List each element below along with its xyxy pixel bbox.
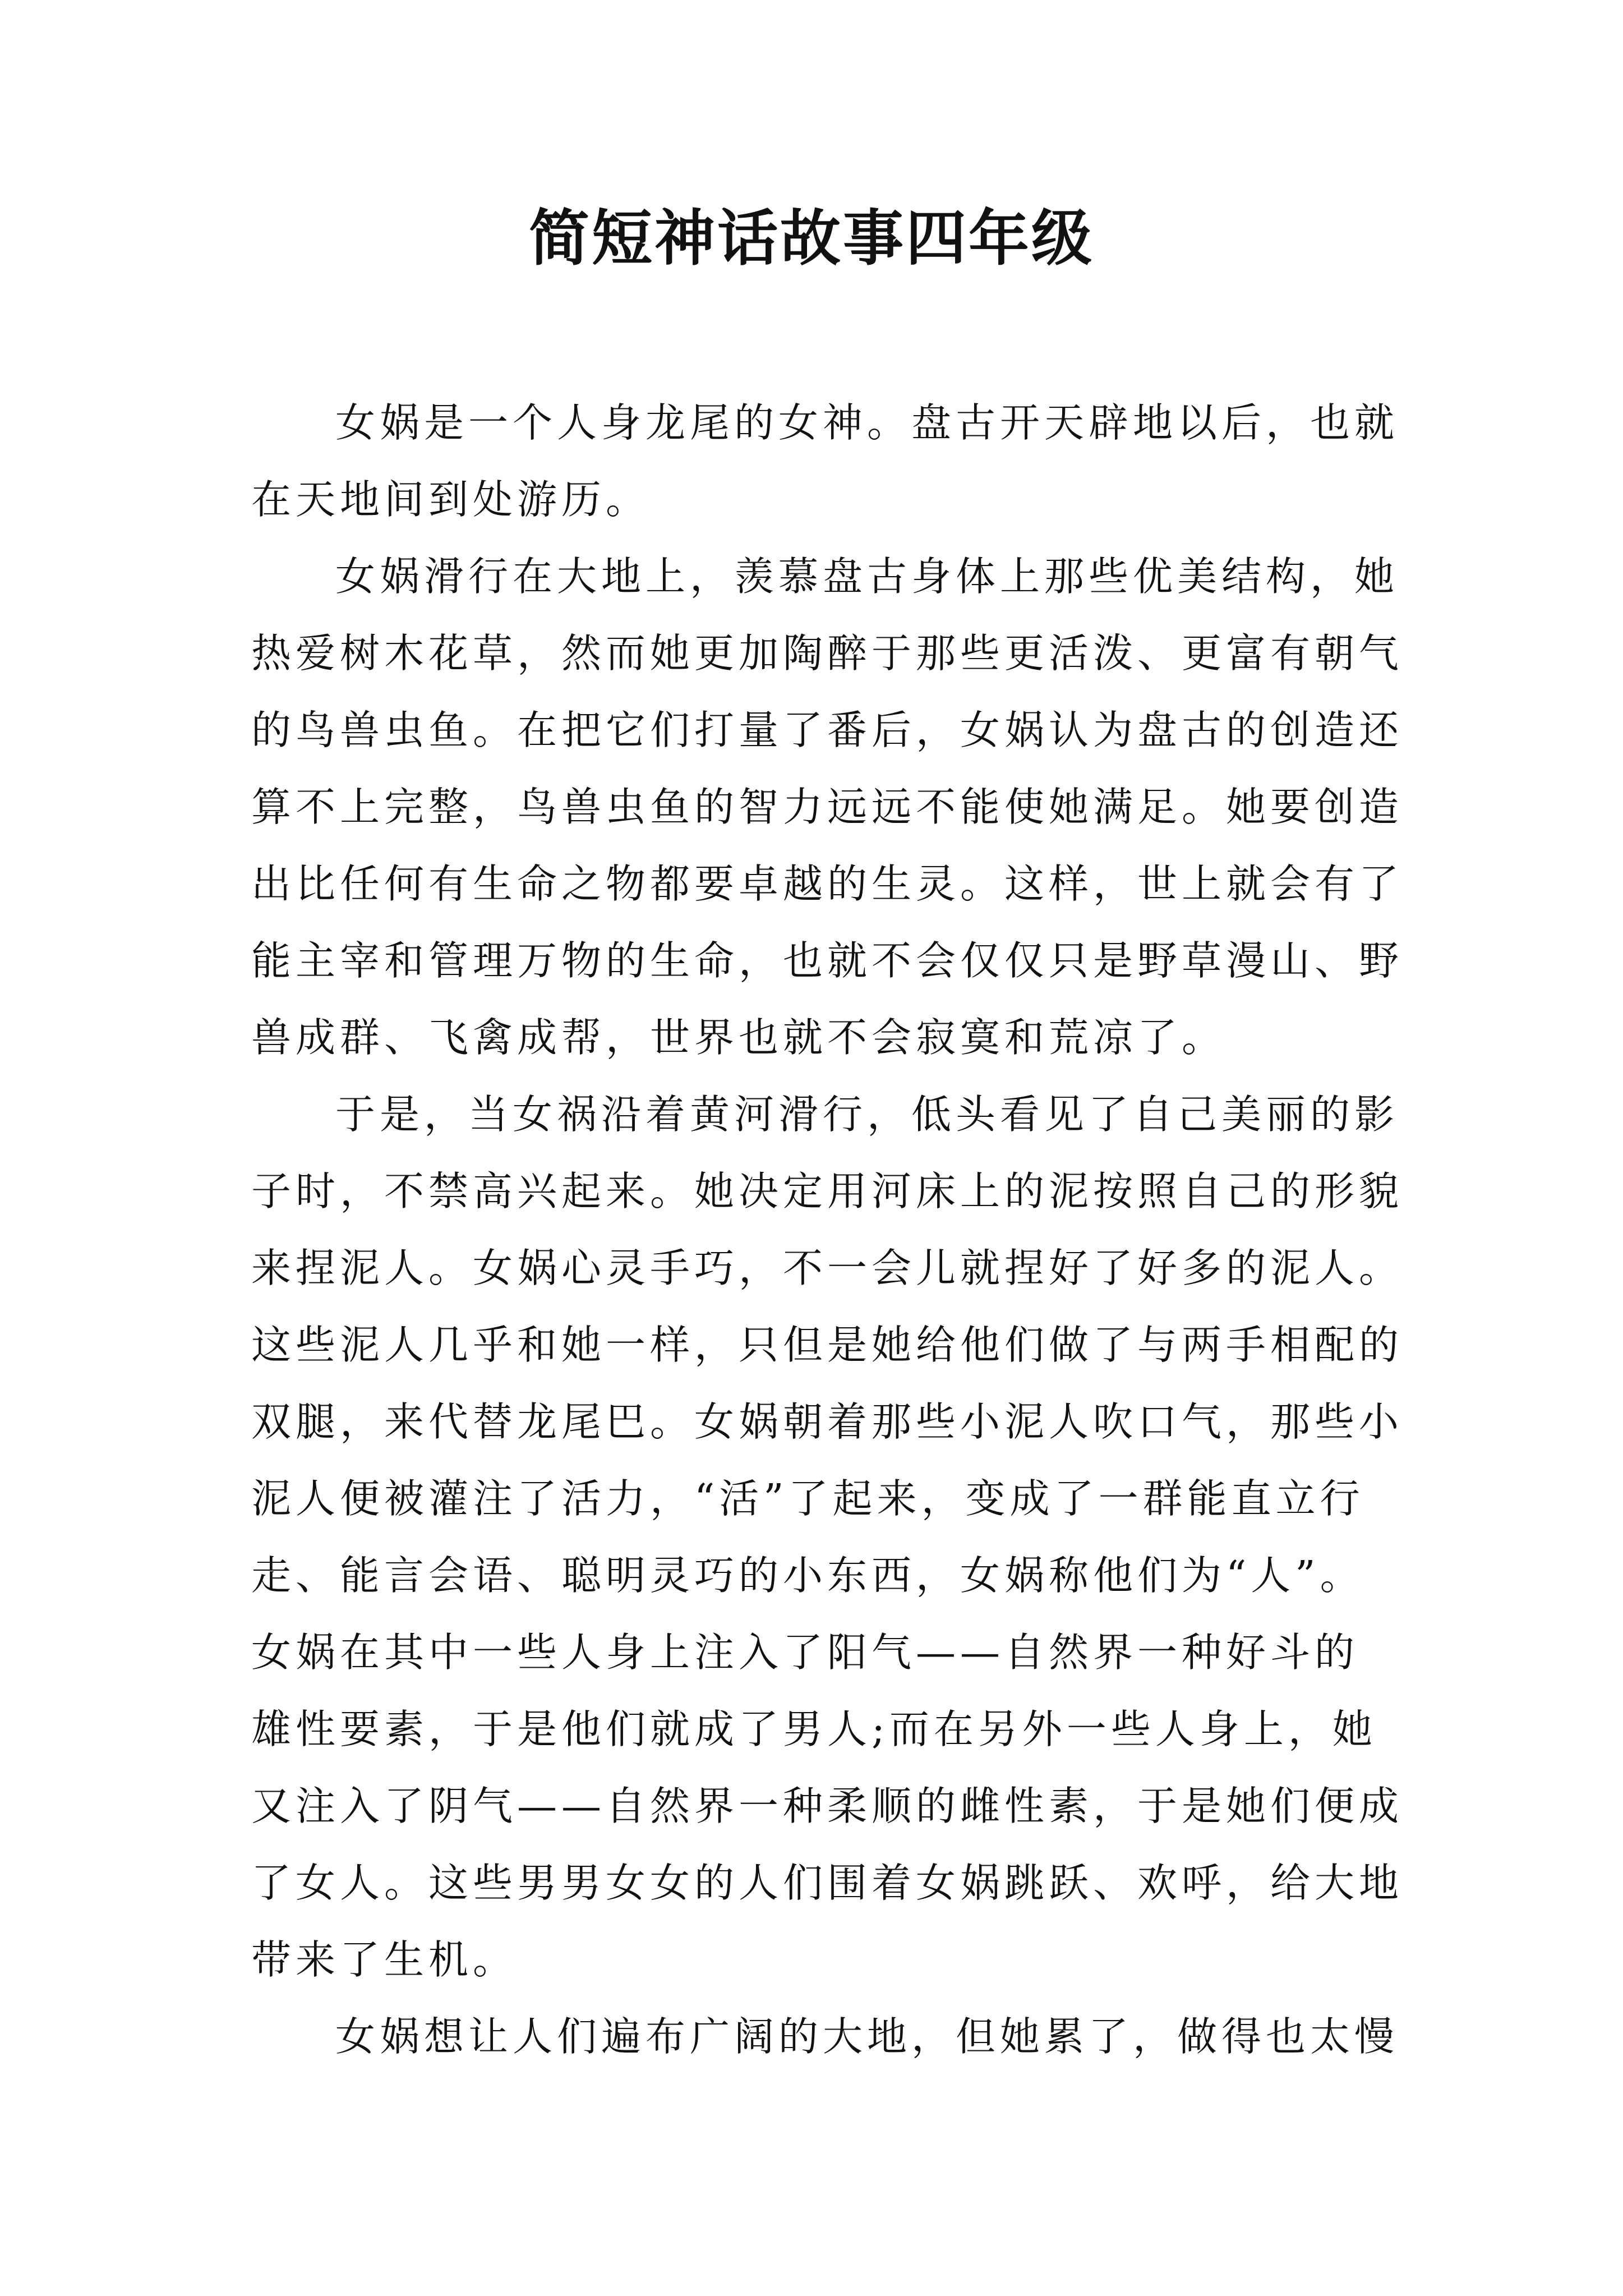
text-line: 算不上完整，鸟兽虫鱼的智力远远不能使她满足。她要创造 — [251, 784, 1404, 830]
text-line: 双腿，来代替龙尾巴。女娲朝着那些小泥人吹口气，那些小 — [251, 1398, 1404, 1445]
text-line: 泥人便被灌注了活力，“活”了起来，变成了一群能直立行 — [251, 1475, 1364, 1522]
text-line: 了女人。这些男男女女的人们围着女娲跳跃、欢呼，给大地 — [251, 1860, 1404, 1906]
text-line: 来捏泥人。女娲心灵手巧，不一会儿就捏好了好多的泥人。 — [251, 1245, 1404, 1291]
text-line: 的鸟兽虫鱼。在把它们打量了番后，女娲认为盘古的创造还 — [251, 707, 1404, 753]
document-body — [251, 384, 1429, 2075]
text-line: 走、能言会语、聪明灵巧的小东西，女娲称他们为“人”。 — [251, 1552, 1364, 1599]
text-line: 兽成群、飞禽成帮，世界也就不会寂寞和荒凉了。 — [251, 1014, 1227, 1061]
text-line: 又注入了阴气——自然界一种柔顺的雌性素，于是她们便成 — [251, 1783, 1404, 1829]
text-line: 女娲是一个人身龙尾的女神。盘古开天辟地以后，也就 — [335, 399, 1399, 446]
text-line: 于是，当女祸沿着黄河滑行，低头看见了自己美丽的影 — [335, 1091, 1399, 1138]
text-line: 雄性要素，于是他们就成了男人;而在另外一些人身上，她 — [251, 1706, 1377, 1752]
text-line: 在天地间到处游历。 — [251, 476, 651, 523]
text-line: 这些泥人几乎和她一样，只但是她给他们做了与两手相配的 — [251, 1322, 1404, 1368]
text-line: 出比任何有生命之物都要卓越的生灵。这样，世上就会有了 — [251, 861, 1404, 907]
text-line: 热爱树木花草，然而她更加陶醉于那些更活泼、更富有朝气 — [251, 630, 1404, 677]
text-line: 女娲在其中一些人身上注入了阳气——自然界一种好斗的 — [251, 1629, 1359, 1676]
text-line: 带来了生机。 — [251, 1936, 518, 1983]
text-line: 女娲滑行在大地上，羡慕盘古身体上那些优美结构，她 — [335, 553, 1399, 600]
text-line: 能主宰和管理万物的生命，也就不会仅仅只是野草漫山、野 — [251, 937, 1404, 984]
text-line: 子时，不禁高兴起来。她决定用河床上的泥按照自己的形貌 — [251, 1168, 1404, 1214]
text-line: 女娲想让人们遍布广阔的大地，但她累了，做得也太慢 — [335, 2013, 1399, 2060]
document-title: 简短神话故事四年级 — [528, 203, 1094, 274]
